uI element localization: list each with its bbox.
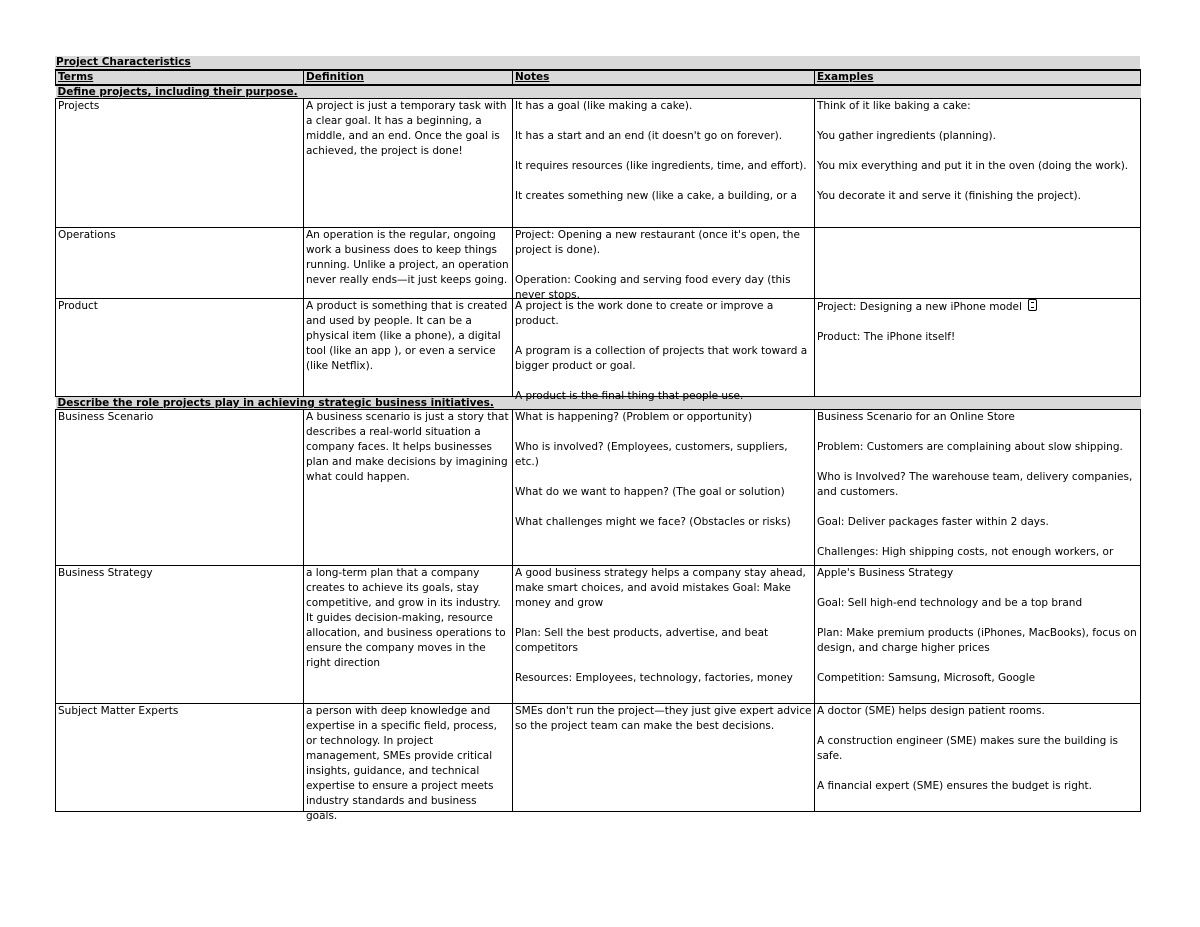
term-text: Business Scenario	[58, 411, 154, 423]
definition-text: a person with deep knowledge and expertise in a specific field, process, or technology. In project management, SMEs provide critical insights, guidance, and technical expertise to ensure a project meets industry standards and business goals.	[306, 705, 497, 822]
example-line	[817, 410, 1138, 425]
example-text: Plan: Make premium products (iPhones, MacBooks), focus on design, and charge higher prices	[817, 627, 1137, 654]
definition-cell	[304, 410, 513, 566]
note-line: A good business strategy helps a company stay ahead, make smart choices, and avoid mistakes Goal: Make money and grow	[515, 567, 806, 609]
note-line: Plan: Sell the best products, advertise, and beat competitors	[515, 627, 769, 654]
note-line: It requires resources (like ingredients, time, and effort).	[515, 160, 807, 172]
example-text: A financial expert (SME) ensures the budget is right.	[817, 780, 1092, 792]
example-text: Goal: Sell high-end technology and be a top brand	[817, 597, 1083, 609]
examples-cell	[815, 299, 1141, 397]
example-text: Apple's Business Strategy	[817, 567, 954, 579]
example-text: You mix everything and put it in the oven (doing the work).	[817, 160, 1129, 172]
definition-text: A product is something that is created and used by people. It can be a physical item (like a phone), a digital tool (like an app ), or even a service (like Netflix).	[306, 300, 508, 372]
examples-cell	[815, 228, 1141, 299]
note-line: Project: Opening a new restaurant (once it's open, the project is done).	[515, 229, 800, 256]
notes-cell	[513, 299, 815, 402]
example-line	[817, 566, 1138, 581]
note-line: Operation: Cooking and serving food every day (this never stops.	[515, 274, 791, 301]
header-examples: Examples	[815, 70, 1141, 85]
example-text: Project: Designing a new iPhone model	[817, 301, 1022, 313]
notes-cell	[513, 704, 815, 812]
definition-cell	[304, 566, 513, 704]
note-line: It creates something new (like a cake, a building, or a	[515, 190, 797, 202]
term-cell	[56, 99, 304, 228]
example-text: Goal: Deliver packages faster within 2 days.	[817, 516, 1049, 528]
header-terms: Terms	[56, 70, 304, 85]
example-line	[817, 440, 1138, 455]
note-line: Resources: Employees, technology, factories, money	[515, 672, 793, 684]
notes-cell	[513, 99, 815, 228]
example-text: Problem: Customers are complaining about slow shipping.	[817, 441, 1123, 453]
term-cell	[56, 228, 304, 299]
table-row	[56, 228, 1141, 299]
example-text: Challenges: High shipping costs, not enough workers, or	[817, 546, 1114, 558]
example-line	[817, 189, 1138, 204]
example-text: Business Scenario for an Online Store	[817, 411, 1015, 423]
table-row	[56, 704, 1141, 812]
sheet-title: Project Characteristics	[55, 56, 1140, 69]
note-line: What do we want to happen? (The goal or solution)	[515, 486, 785, 498]
example-text: Think of it like baking a cake:	[817, 100, 971, 112]
note-line: Who is involved? (Employees, customers, suppliers, etc.)	[515, 441, 788, 468]
examples-cell	[815, 704, 1141, 812]
definition-cell	[304, 228, 513, 299]
notes-cell	[513, 228, 815, 299]
example-line	[817, 129, 1138, 144]
definition-cell	[304, 704, 513, 822]
note-line: What is happening? (Problem or opportunity)	[515, 411, 753, 423]
examples-cell	[815, 410, 1141, 566]
term-text: Subject Matter Experts	[58, 705, 179, 717]
example-line	[817, 626, 1138, 656]
definition-text: An operation is the regular, ongoing work a business does to keep things running. Unlike a project, an operation never really ends—it just keeps going.	[306, 229, 509, 286]
example-line	[817, 470, 1138, 500]
note-line: A project is the work done to create or improve a product.	[515, 300, 774, 327]
example-text: A doctor (SME) helps design patient rooms.	[817, 705, 1045, 717]
example-text: You decorate it and serve it (finishing the project).	[817, 190, 1081, 202]
note-line: SMEs don't run the project—they just give expert advice so the project team can make the best decisions.	[515, 705, 812, 732]
definition-cell	[304, 99, 513, 228]
term-cell	[56, 704, 304, 812]
term-text: Operations	[58, 229, 116, 241]
example-line	[817, 299, 1138, 315]
term-text: Projects	[58, 100, 100, 112]
section-title: Describe the role projects play in achieving strategic business initiatives.	[57, 397, 494, 409]
example-line	[817, 99, 1138, 114]
term-cell	[56, 299, 304, 397]
table-row	[56, 99, 1141, 228]
characteristics-table	[55, 69, 1141, 822]
example-line	[817, 515, 1138, 530]
spreadsheet	[55, 56, 1140, 822]
header-definition: Definition	[304, 70, 513, 85]
phone-icon	[1028, 299, 1037, 311]
header-notes: Notes	[513, 70, 815, 85]
term-cell	[56, 410, 304, 566]
example-text: A construction engineer (SME) makes sure the building is safe.	[817, 735, 1118, 762]
notes-cell	[513, 566, 815, 704]
note-line: A program is a collection of projects that work toward a bigger product or goal.	[515, 345, 808, 372]
term-cell	[56, 566, 304, 704]
example-text: Competition: Samsung, Microsoft, Google	[817, 672, 1036, 684]
section-title-cell	[56, 85, 1141, 99]
definition-text: a long-term plan that a company creates to achieve its goals, stay competitive, and grow in its industry. It guides decision-making, resource allocation, and business operations to ensure the company moves in the right direction	[306, 567, 506, 669]
example-line	[817, 330, 1138, 345]
note-line: It has a goal (like making a cake).	[515, 100, 693, 112]
examples-cell	[815, 99, 1141, 228]
notes-cell	[513, 410, 815, 566]
definition-cell	[304, 299, 513, 397]
header-row	[56, 70, 1141, 85]
term-text: Business Strategy	[58, 567, 153, 579]
section-row	[56, 85, 1141, 99]
example-line	[817, 734, 1138, 764]
note-line: It has a start and an end (it doesn't go on forever).	[515, 130, 783, 142]
example-text: Who is Involved? The warehouse team, delivery companies, and customers.	[817, 471, 1133, 498]
definition-text: A business scenario is just a story that describes a real-world situation a company faces. It helps businesses plan and make decisions by imagining what could happen.	[306, 411, 509, 483]
example-text: You gather ingredients (planning).	[817, 130, 996, 142]
example-line	[817, 545, 1138, 560]
table-row	[56, 410, 1141, 566]
example-line	[817, 159, 1138, 174]
example-line	[817, 704, 1138, 719]
note-line: A product is the final thing that people use.	[515, 390, 744, 402]
example-line	[817, 671, 1138, 686]
example-line	[817, 596, 1138, 611]
table-row	[56, 566, 1141, 704]
example-line	[817, 779, 1138, 794]
definition-text: A project is just a temporary task with a clear goal. It has a beginning, a middle, and an end. Once the goal is achieved, the project is done!	[306, 100, 507, 157]
section-title: Define projects, including their purpose.	[57, 86, 298, 98]
example-text: Product: The iPhone itself!	[817, 331, 956, 343]
term-text: Product	[58, 300, 98, 312]
examples-cell	[815, 566, 1141, 704]
table-row	[56, 299, 1141, 397]
note-line: What challenges might we face? (Obstacles or risks)	[515, 516, 791, 528]
